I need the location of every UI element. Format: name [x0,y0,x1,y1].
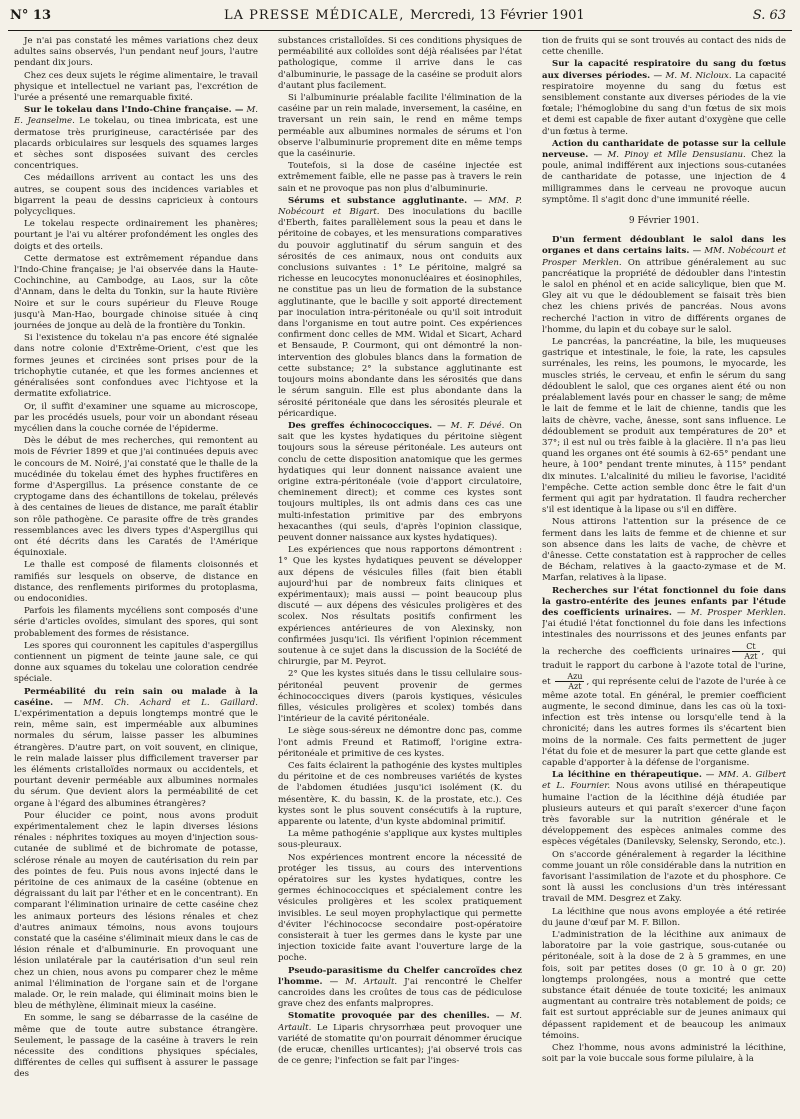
paragraph: substances cristalloïdes. Si ces conditions physiques de perméabilité aux colloïdes sont déjà réalisées par l'état pathologique, comme il arrive dans le cas d'albuminurie, le passage de la caséine se produit alors d'autant plus facilement. [278,36,522,91]
article-tokelau [14,105,258,172]
paragraph: , qui représente celui de l'azote de l'urée à ce même azote total. En général, le premier coefficient augmente, le second diminue, dans les cas où la toxi-infection est très intense ou lorsqu'elle tend à la chronicité; dans les autres formes ils s'écartent bien moins de la normale. Ces faits permettent de juger l'état du foie et de mesurer la part que cette glande est capable d'apporter à la défense de l'organisme. [542,676,786,768]
fraction-denominator: Azt [568,681,582,691]
paragraph: La capacité respiratoire moyenne du sang du fœtus est sensiblement constante aux diverses périodes de la vie fœtale; l'hémoglobine du sang d'un fœtus de six mois et demi est capable de fixer autant d'oxygène que celle d'un fœtus à terme. [542,70,786,137]
paragraph: Le tokelau, ou tinea imbricata, est une dermatose très prurigineuse, caractérisée par des placards orbiculaires sur lesquels des squames larges et sèches sont disposées suivant des cercles concentriques. [14,116,258,172]
paragraph: Or, il suffit d'examiner une squame au microscope, par les procédés usuels, pour voir un abondant réseau mycélien dans la couche cornée de l'épiderme. [14,401,258,434]
article-title: La lécithine en thérapeutique. [552,770,702,781]
paragraph: Nous avons utilisé en thérapeutique humaine l'action de la lécithine déjà étudiée par plusieurs auteurs et qui paraît s'exercer d'une façon très favorable sur la nutrition générale et le développement des espèces animales comme des espèces végétales (Danilevsky, Selensky, Serondo, etc.). [542,781,786,848]
article-author: — M. Artault. [329,976,398,987]
page-number: S. 63 [752,8,786,23]
paragraph: tion de fruits qui se sont trouvés au contact des nids de cette chenille. [542,36,786,58]
paragraph: Chez l'homme, nous avons administré la lécithine, soit par la voie buccale sous forme pilulaire, à la [542,1043,786,1065]
article-stomatite [278,1011,522,1067]
header-rule [8,30,792,31]
article-title: Perméabilité du rein sain ou malade à la caséine. [14,686,258,708]
article-lecithine [542,770,786,848]
paragraph: On sait que les kystes hydatiques du péritoine siègent toujours sous la séreuse péritonéale. Les auteurs ont conclu de cette disposition anatomique que les germes hydatiques qui leur donnent naissance avaient une origine extra-péritonéale (voie d'apport circulatoire, cheminement direct); et comme ces kystes sont toujours multiples, ils ont admis dans ces cas une multi-infestation primitive par des embryons hexacanthes (qui seuls, d'après l'opinion classique, peuvent donner naissance aux kystes hydatiques). [278,420,522,543]
article-title: Recherches sur l'état fonctionnel du foie dans la gastro-entérite des jeunes enfants par l'étude des coefficients urinaires. [542,585,786,618]
journal-title: LA PRESSE MÉDICALE, [224,8,405,23]
paragraph: Les spores qui couronnent les capitules d'aspergillus contiennent un pigment de teinte jaune sale, ce qui donne aux squames du tokelau une coloration cendrée spéciale. [14,640,258,685]
article-title: Stomatite provoquée par des chenilles. [288,1011,490,1022]
article-serums [278,196,522,420]
page-header [0,0,800,34]
article-title: Action du cantharidate de potasse sur la cellule nerveuse. [542,138,786,161]
column-3 [542,36,786,1114]
article-salol [542,235,786,336]
issue-number: N° 13 [10,8,51,23]
paragraph: Dès le début de mes recherches, qui remontent au mois de Février 1899 et que j'ai continuées depuis avec le concours de M. Noiré, j'ai constaté que le thalle de la mucédinée du tokelau émet des hyphes fructifères en forme d'Aspergillus. La présence constante de ce cryptogame dans des échantillons de tokelau, prélevés à des centaines de lieues de distance, me paraît établir son rôle pathogène. Ce parasite offre de très grandes ressemblances avec les divers types d'Aspergillus qui ont été décrits dans les Caratés de l'Amérique équinoxiale. [14,436,258,559]
paragraph: Je n'ai pas constaté les mêmes variations chez deux adultes sains observés, l'un pendant neuf jours, l'autre pendant dix jours. [14,36,258,69]
paragraph: Chez la poule, animal indifférent aux injections sous-cutanées de cantharidate de potasse, une injection de 4 milligrammes dans le cerveau ne provoque aucun symptôme. Il s'agit donc d'une immunité réelle. [542,150,786,205]
article-author: — M. Prosper Merklen. [676,607,786,618]
fraction-ct-azt [732,642,759,661]
fraction-azu-azt [555,672,584,691]
paragraph: Nous attirons l'attention sur la présence de ce ferment dans les laits de femme et de chienne et sur son absence dans les laits de vache, de chèvre et d'ânesse. Cette constatation est à rapprocher de celles de Bécham, relatives à la gaacto-zymase et de M. Marfan, relatives à la lipase. [542,517,786,584]
session-dateline: 9 Février 1901. [628,216,700,227]
paragraph: On s'accorde généralement à regarder la lécithine comme jouant un rôle considérable dans la nutrition en favorisant l'assimilation de l'azote et du phosphore. Ce sont là aussi les conclusions d'un très intéressant travail de MM. Desgrez et Zaky. [542,849,786,905]
paragraph: Si l'albuminurie préalable facilite l'élimination de la caséine par un rein malade, inversement, la caséine, en traversant un rein sain, le rend en même temps perméable aux albumines normales de sérums et l'on observe l'albuminurie proprement dite en même temps que la caséinurie. [278,93,522,160]
article-cantharidate [542,139,786,206]
article-chelfer [278,966,522,1011]
paragraph: J'ai étudié l'état fonctionnel du foie dans les infections intestinales des nourrissons et des jeunes enfants par la recherche des coefficients urinaires [542,619,786,657]
paragraph: 2° Que les kystes situés dans le tissu cellulaire sous-péritonéal peuvent provenir de germes échinococciques divers (parois kystiques, vésicules filles, vésicules proligères et scolex) tombés dans l'intérieur de la cavité péritonéale. [278,669,522,725]
paragraph: Parfois les filaments mycéliens sont composés d'une série d'articles ovoïdes, simulant des spores, qui sont probablement des formes de résistance. [14,606,258,639]
paragraph: L'administration de la lécithine aux animaux de laboratoire par la voie gastrique, sous-cutanée ou péritonéale, soit à la dose de 2 à 5 grammes, en une fois, soit par petites doses (0 gr. 10 à 0 gr. 20) longtemps prolongées, nous a montré que cette substance était dénuée de toute toxicité; les animaux augmentant au contraire très notablement de poids; ce fait est surtout appréciable sur de jeunes animaux qui dépassent rapidement et de beaucoup les animaux témoins. [542,930,786,1041]
article-author: — MM. Ch. Achard et L. Gaillard. [63,697,258,708]
article-greffes [278,421,522,544]
fraction-denominator: Azt [744,651,758,661]
paragraph: Le Liparis chrysorrhæa peut provoquer une variété de stomatite qu'on pourrait dénommer érucique (de erucæ, chenilles urticantes); j'ai observé trois cas de ce genre; l'infection se fait par l'inges- [278,1022,522,1067]
article-author: M. E. Jeanselme. [14,105,258,127]
article-author: — M. Artault. [278,1011,522,1033]
paragraph: Nos expériences montrent encore la nécessité de protéger les tissus, au cours des interventions opératoires sur les kystes hydatiques, contre les germes échinococciques et spécialement contre les vésicules proligères et les scolex pratiquement invisibles. Le seul moyen prophylactique qui permette d'éviter l'échinococse secondaire post-opératoire consisterait à tuer les germes dans le kyste par une injection toxicide faite avant l'ouverture large de la poche. [278,852,522,964]
paragraph: Le siège sous-séreux ne démontre donc pas, comme l'ont admis Freund et Ratimoff, l'origine extra-péritonéale et primitive de ces kystes. [278,726,522,759]
paragraph: La lécithine que nous avons employée a été retirée du jaune d'œuf par M. F. Billon. [542,906,786,928]
article-author: — M. Pinoy et Mlle Densusianu. [593,150,746,161]
paragraph: Cette dermatose est extrêmement répandue dans l'Indo-Chine française; je l'ai observée dans la Haute-Cochinchine, au Cambodge, au Laos, sur la côte d'Annam, dans le delta du Tonkin, sur la haute Rivière Noire et sur le cours supérieur du Fleuve Rouge jusqu'à Man-Hao, bourgade chinoise située à cinq journées de jonque au delà de la frontière du Tonkin. [14,253,258,332]
paragraph: La même pathogénie s'applique aux kystes multiples sous-pleuraux. [278,829,522,851]
paragraph: Des inoculations du bacille d'Eberth, faites parallèlement sous la peau et dans le péritoine de cobayes, et les mensurations comparatives du pouvoir agglutinatif du sérum sanguin et des sérosités de ces animaux, nous ont conduits aux conclusions suivantes : 1° Le péritoine, malgré sa richesse en leucocytes mononucléaires et éosinophiles, ne constitue pas un lieu de formation de la substance agglutinante, que le bacille y soit apporté directement par inoculation intra-péritonéale ou qu'il soit introduit dans l'organisme en tout autre point. Ces expériences confirment donc celles de MM. Widal et Sicart, Achard et Bensaude, P. Courmont, qui ont démontré la non-intervention des globules blancs dans la formation de cette substance; 2° la substance agglutinante est toujours moins abondante dans les sérosités que dans le sérum sanguin. Elle est plus abondante dans la sérosité péritonéale que dans les sérosités pleurale et péricardique. [278,207,522,419]
article-author: — M. F. Dévé. [437,420,505,431]
fraction-numerator: Azu [555,672,584,682]
column-1 [14,36,258,1114]
paragraph: Le thalle est composé de filaments cloisonnés et ramifiés sur lesquels on observe, de distance en distance, des renflements piriformes du protoplasma, ou endoconidies. [14,560,258,604]
paragraph: , qui traduit le rapport du carbone à l'azote total de l'urine, et [542,646,786,687]
paragraph: Toutefois, si la dose de caséine injectée est extrêmement faible, elle ne passe pas à travers le rein sain et ne provoque pas non plus d'albuminurie. [278,161,522,194]
paragraph: L'expérimentation a depuis longtemps montré que le rein, même sain, est imperméable aux albumines normales du sérum, laisse passer les albumines étrangères. D'autre part, on voit souvent, en clinique, le rein malade laisser plus difficilement traverser par les éléments cristalloïdes normaux ou accidentels, et pourtant devenir perméable aux albumines normales du sérum. Que devient alors la perméabilité de cet organe à l'égard des albumines étrangères? [14,708,258,809]
article-title: Pseudo-parasitisme du Chelfer cancroïdes chez l'homme. [278,965,522,987]
issue-date: Mercredi, 13 Février 1901 [410,8,585,23]
paragraph: En somme, le sang se débarrasse de la caséine de même que de toute autre substance étrangère. Seulement, le passage de la caséine à travers le rein nécessite des conditions physiques spéciales, différentes de celles qui suffisent à assurer le passage des [14,1013,258,1080]
article-foie [542,586,786,770]
article-title: Des greffes échinococciques. [288,420,433,431]
paragraph: Les expériences que nous rapportons démontrent : 1° Que les kystes hydatiques peuvent se développer aux dépens de vésicules filles (fait bien établi aujourd'hui par de nombreux faits cliniques et expérimentaux); mais aussi — point beaucoup plus discuté — aux dépens des vésicules proligères et des scolex. Nos résultats positifs confirment les expériences antérieures de von Alexinsky, non confirmées jusqu'ici. Ils vérifient l'opinion récemment soutenue à ce sujet dans la discussion de la Société de chirurgie, par M. Peyrot. [278,545,522,668]
article-title: Sur la capacité respiratoire du sang du fœtus aux diverses périodes. [542,59,786,81]
paragraph: Chez ces deux sujets le régime alimentaire, le travail physique et intellectuel ne variant pas, l'excrétion de l'urée a présenté une remarquable fixité. [14,70,258,104]
paragraph: On attribue généralement au suc pancréatique la propriété de dédoubler dans l'intestin le salol en phénol et en acide salicylique, bien que M. Gley ait vu que le dédoublement se faisait très bien chez les chiens privés de pancréas. Nous avons recherché l'action in vitro de différents organes de l'homme, du lapin et du cobaye sur le salol. [542,257,786,335]
article-author: — MM. A. Gilbert et L. Fournier. [542,770,786,792]
paragraph: J'ai rencontré le Chelfer cancroides dans les croûtes de tous cas de pédiculose grave chez des enfants malpropres. [278,976,522,1010]
paragraph: Ces médaillons arrivent au contact les uns des autres, se coupent sous des incidences variables et bigarrent la peau de dessins capricieux à contours polycycliques. [14,173,258,218]
article-author: — M. M. Nicloux. [653,70,732,81]
article-author: — MM. P. Nobécourt et Bigart. [278,195,522,218]
article-author: — MM. Nobécourt et Prosper Merklen. [542,246,786,268]
paragraph: Si l'existence du tokelau n'a pas encore été signalée dans notre colonie d'Extrême-Orient, c'est que les formes jeunes et circinées sont prises pour de la trichophytie cutanée, et que les formes anciennes et généralisées sont confondues avec l'ichtyose et la dermatite exfoliatrice. [14,333,258,400]
paragraph: Ces faits éclairent la pathogénie des kystes multiples du péritoine et de ces nombreuses variétés de kystes de l'abdomen étudiées jusqu'ici isolément (K. du mésentère, K. du bassin, K. de la prostate, etc.). Ces kystes sont le plus souvent consécutifs à la rupture, apparente ou latente, d'un kyste abdominal primitif. [278,761,522,828]
paragraph: Le tokelau respecte ordinairement les phanères; pourtant je l'ai vu altérer profondément les ongles des doigts et des orteils. [14,219,258,252]
fraction-numerator: Ct [732,642,759,652]
article-title: D'un ferment dédoublant le salol dans les organes et dans certains laits. [542,235,786,257]
article-capacite [542,59,786,137]
paragraph: Le pancréas, la pancréatine, la bile, les muqueuses gastrique et intestinale, le foie, la rate, les capsules surrénales, les reins, les poumons, le myocarde, les muscles striés, le cerveau, et enfin le sérum du sang dédoublent le salol, que ces organes aient été ou non préalablement lavés pour en chasser le sang; de même le lait de femme et le lait de chienne, tandis que les laits de chèvre, vache, ânesse, sont sans influence. Le dédoublement se produit aux températures de 20° et 37°; il est nul ou très faible à la glacière. Il n'a pas lieu quand les organes ont été soumis à 62-65° pendant une heure, à 100° pendant trente minutes, à 115° pendant dix minutes. L'alcalinité du milieu le favorise, l'acidité l'empêche. Cette action semble donc être le fait d'un ferment qui agit par hydratation. Il faudra rechercher s'il est identique à la lipase ou s'il en diffère. [542,337,786,516]
column-2 [278,36,522,1114]
article-caseine [14,687,258,810]
article-title: Sérums et substance agglutinante. [288,195,468,206]
paragraph: Pour élucider ce point, nous avons produit expérimentalement chez le lapin diverses lésions rénales : néphrites toxiques au moyen d'injection sous-cutanée de sublimé et de bichromate de potasse, sclérose rénale au moyen de cautérisation du rein par des pointes de feu. Puis nous avons injecté dans le péritoine de ces animaux de la caséine (obtenue en dégraissant du lait par l'éther et en le concentrant). En comparant l'élimination urinaire de cette caséine chez les animaux porteurs des lésions rénales et chez d'autres animaux témoins, nous avons toujours constaté que la caséine s'éliminait mieux dans le cas de lésion rénale et d'albuminurie. En provoquant une lésion unilatérale par la cautérisation d'un seul rein chez un chien, nous avons pu comparer chez le même animal l'élimination de l'organe sain et de l'organe malade. Or, le rein malade, qui éliminait moins bien le bleu de méthylène, éliminait mieux la caséine. [14,810,258,1012]
article-title: Sur le tokelau dans l'Indo-Chine française. — [24,105,244,116]
